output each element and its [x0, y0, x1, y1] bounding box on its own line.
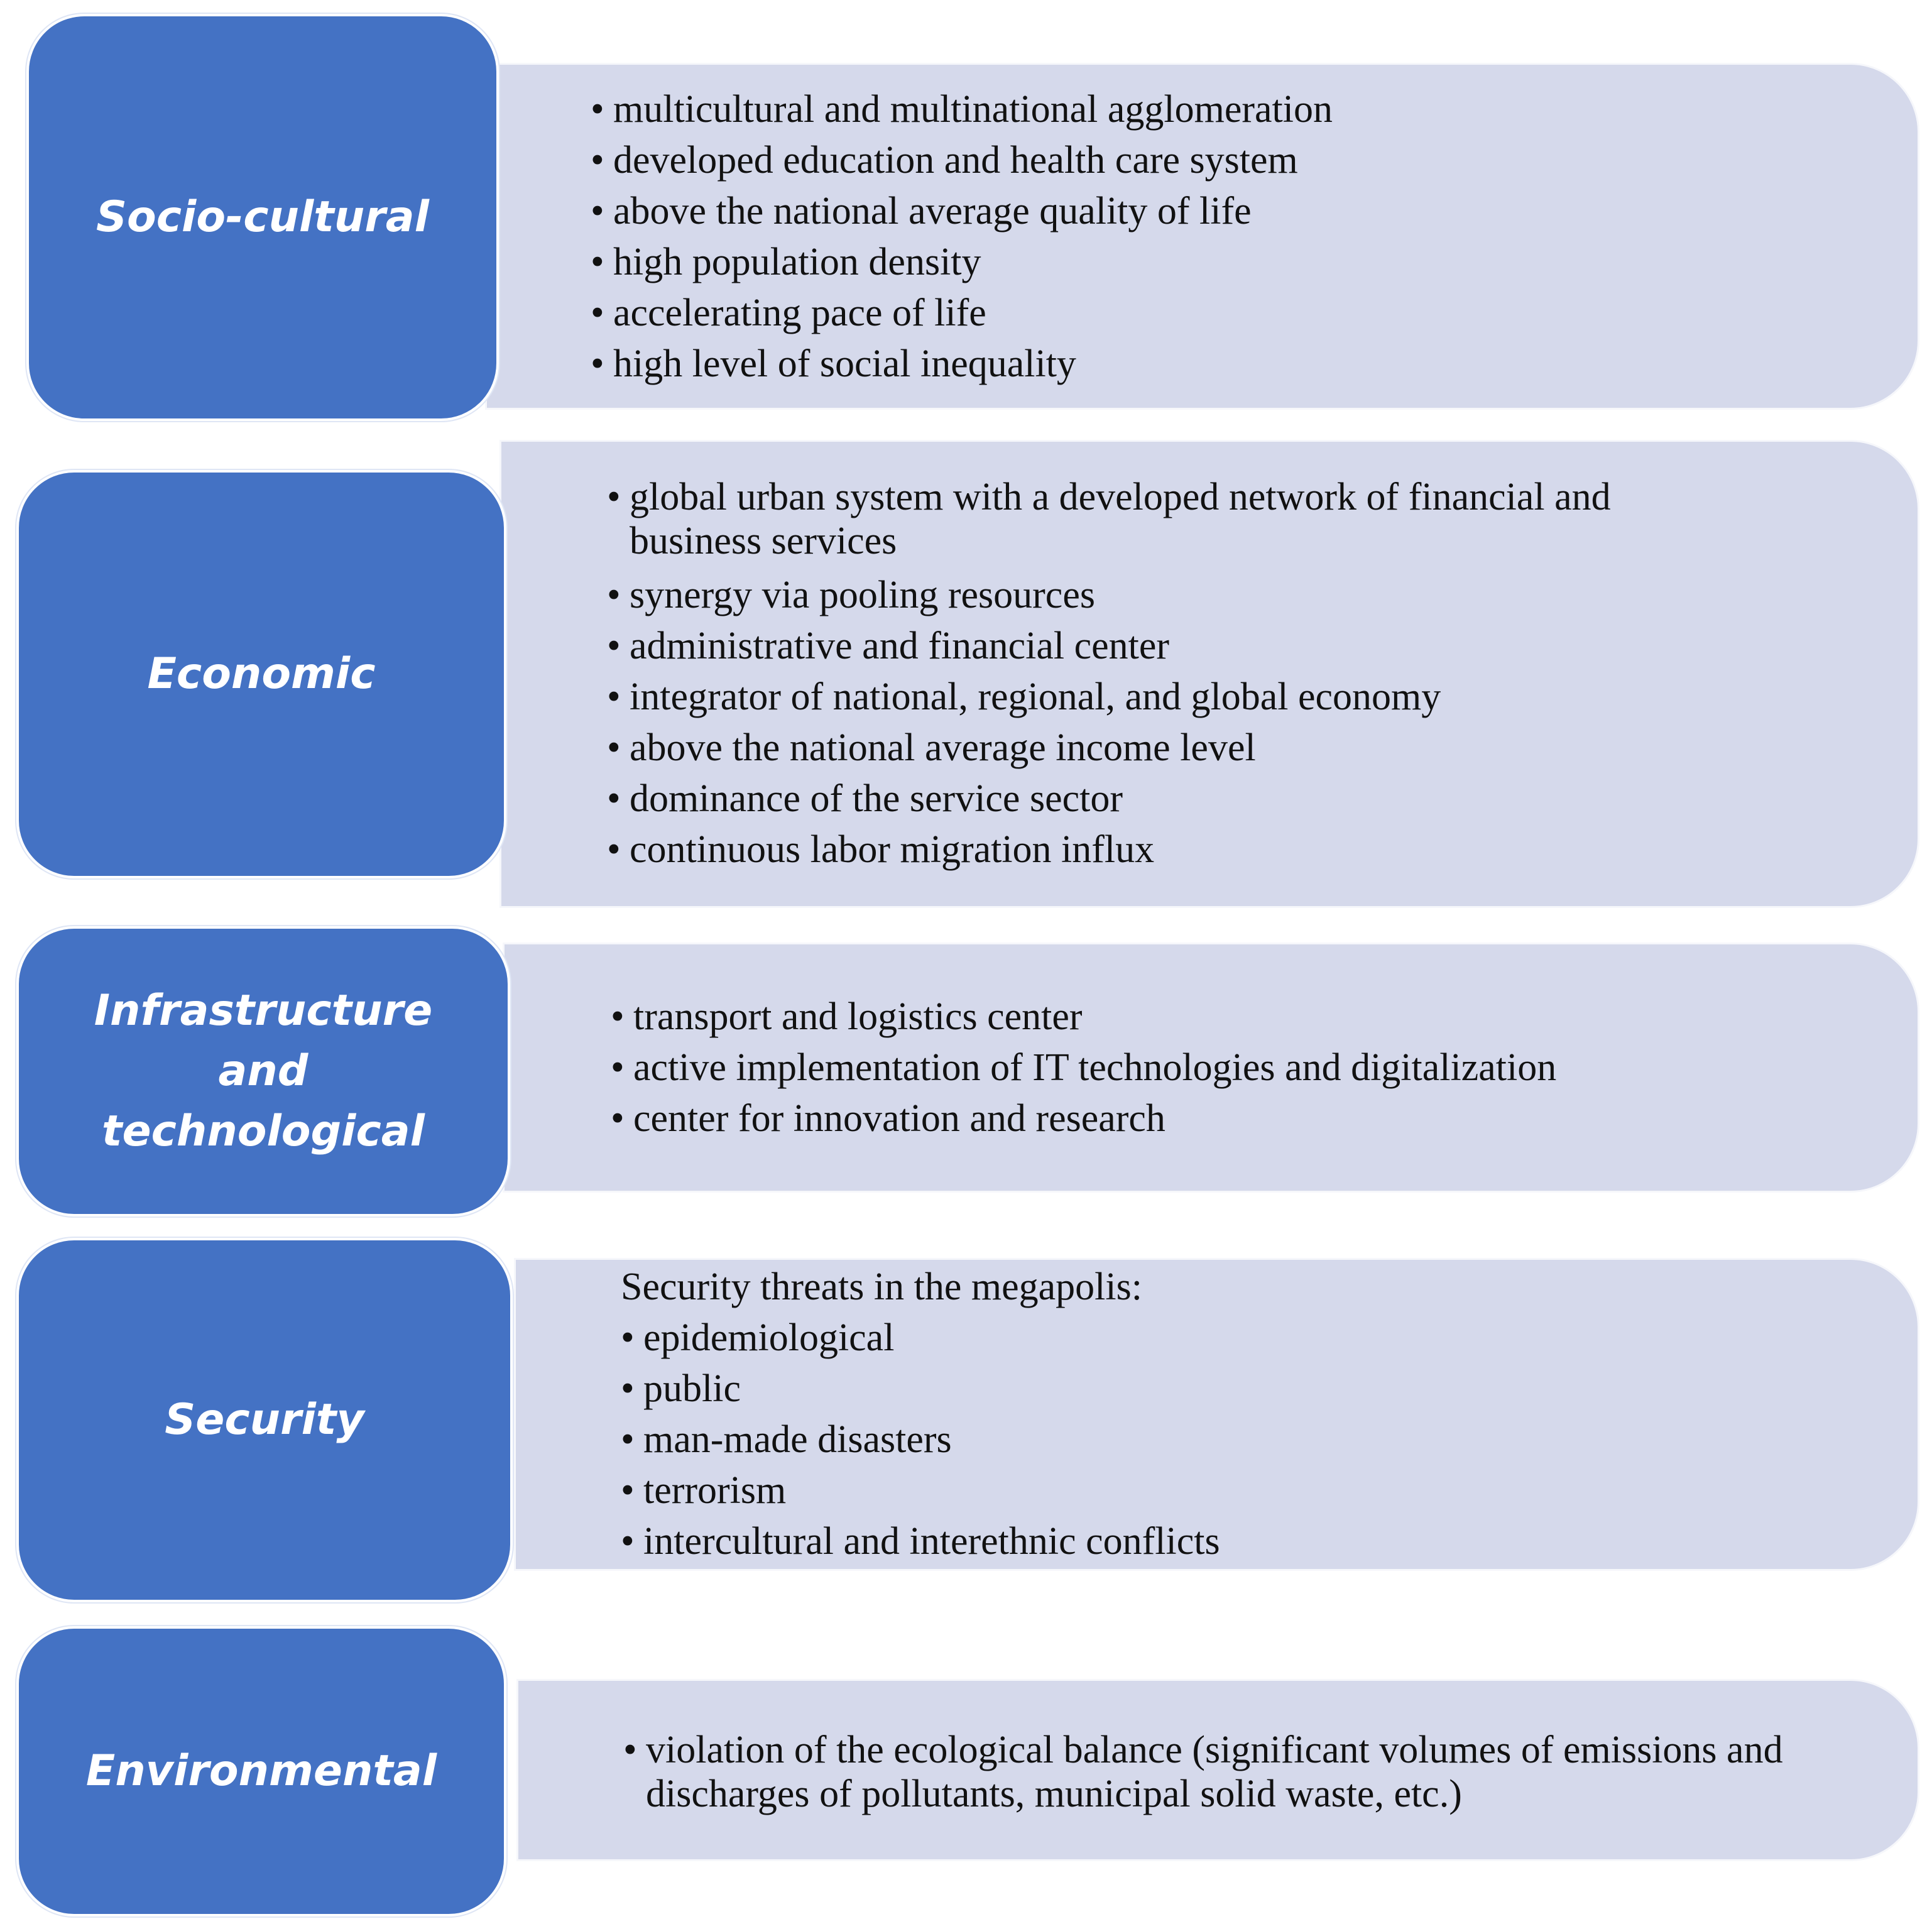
list-item: • above the national average quality of life — [591, 190, 1252, 232]
list-item: • administrative and financial center — [607, 625, 1170, 667]
list-item: • synergy via pooling resources — [607, 574, 1095, 616]
environmental-label: Environmental — [85, 1746, 437, 1796]
list-item: • public — [621, 1367, 741, 1410]
security-label: Security — [165, 1395, 364, 1445]
list-item: • global urban system with a developed network of financial and business services — [607, 476, 1611, 562]
economic-category-box — [16, 470, 506, 878]
list-item: • epidemiological — [621, 1316, 895, 1359]
infrastructure-category-box — [16, 926, 510, 1216]
list-item: • intercultural and interethnic conflicts — [621, 1520, 1220, 1563]
list-item: • dominance of the service sector — [607, 777, 1123, 820]
economic-label: Economic — [147, 649, 376, 699]
environmental-category-box — [16, 1626, 506, 1916]
list-item: • man-made disasters — [621, 1418, 952, 1461]
socio-cultural-label: Socio-cultural — [96, 192, 429, 242]
security-intro: Security threats in the megapolis: — [621, 1265, 1142, 1308]
list-item: • center for innovation and research — [611, 1097, 1165, 1140]
list-item: • multicultural and multinational agglomeration — [591, 88, 1333, 131]
security-category-box — [16, 1238, 513, 1602]
list-item: • integrator of national, regional, and global economy — [607, 675, 1441, 718]
security-list — [621, 1313, 1220, 1567]
socio-cultural-list — [591, 84, 1333, 390]
list-item: • high population density — [591, 241, 981, 283]
infrastructure-list — [611, 992, 1556, 1144]
list-item: • continuous labor migration influx — [607, 828, 1155, 871]
list-item: • violation of the ecological balance (significant volumes of emissions and discharges of pollutants, municipal solid waste, etc.) — [623, 1729, 1783, 1815]
list-item: • accelerating pace of life — [591, 292, 986, 334]
economic-list — [607, 475, 1750, 875]
list-item: • terrorism — [621, 1469, 787, 1512]
list-item: • transport and logistics center — [611, 995, 1083, 1038]
socio-cultural-category-box — [26, 14, 499, 421]
infrastructure-label: Infrastructure and technological — [94, 986, 433, 1156]
environmental-list — [623, 1728, 1855, 1823]
list-item: • high level of social inequality — [591, 342, 1076, 385]
list-item: • above the national average income level — [607, 726, 1256, 769]
list-item: • developed education and health care system — [591, 139, 1298, 182]
list-item: • active implementation of IT technologies and digitalization — [611, 1046, 1557, 1089]
